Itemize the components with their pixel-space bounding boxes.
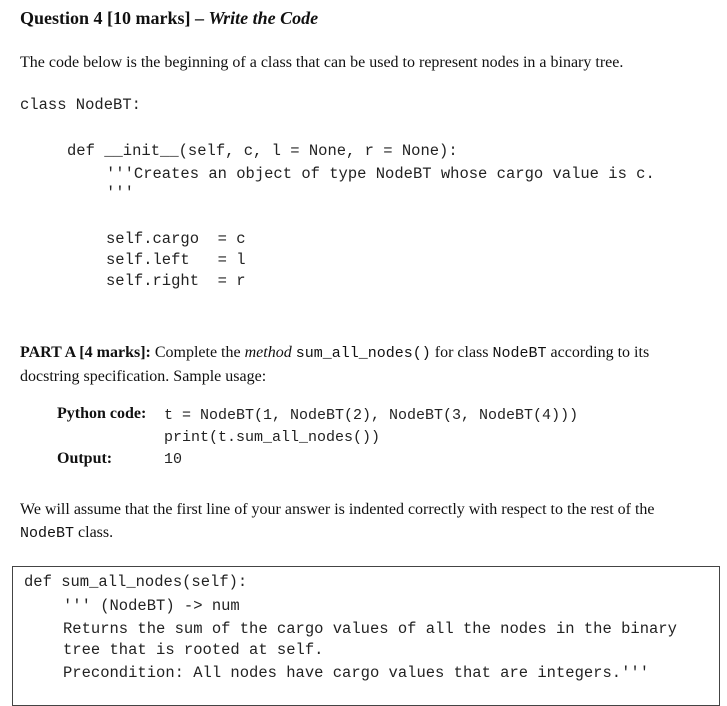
class-declaration: class NodeBT: [20,96,141,114]
answer-precondition: Precondition: All nodes have cargo values that are integers.''' [63,664,649,682]
assign-right: self.right = r [106,272,246,290]
assumption-paragraph [20,498,700,545]
part-a-text-2: for class [430,344,493,361]
answer-docstring-desc-2: tree that is rooted at self. [63,641,324,659]
question-title-bold: Question 4 [10 marks] – [20,8,209,28]
part-a-paragraph [20,341,700,388]
question-intro: The code below is the beginning of a class that can be used to represent nodes in a binary tree. [20,54,624,71]
answer-def-line: def sum_all_nodes(self): [24,573,248,591]
init-docstring-close: ''' [106,184,134,202]
init-signature: def __init__(self, c, l = None, r = None): [67,142,458,160]
question-title-italic: Write the Code [208,8,319,28]
method-word: method [244,344,292,361]
output-value: 10 [164,451,183,468]
python-code-label: Python code: [57,405,147,422]
answer-docstring-type: ''' (NodeBT) -> num [63,597,240,615]
part-a-text-3: according to its docstring specification. Sample usage: [20,344,650,385]
assumption-text-2: class. [74,524,114,541]
assumption-text: We will assume that the first line of your answer is indented correctly with respect to the rest of the [20,501,655,518]
answer-docstring-desc: Returns the sum of the cargo values of all the nodes in the binary [63,620,677,638]
output-label: Output: [57,450,113,467]
part-a-text: Complete the [150,344,245,361]
init-docstring: '''Creates an object of type NodeBT whose cargo value is c. [106,165,655,183]
assign-cargo: self.cargo = c [106,230,246,248]
assumption-class-name: NodeBT [20,525,75,542]
assign-left: self.left = l [106,251,246,269]
question-title [20,8,318,29]
part-a-label: PART A [4 marks]: [20,344,151,361]
method-name: sum_all_nodes() [295,345,431,362]
sample-code-line-2: print(t.sum_all_nodes()) [164,429,381,446]
class-name: NodeBT [492,345,547,362]
sample-code-line-1: t = NodeBT(1, NodeBT(2), NodeBT(3, NodeBT(4))) [164,407,579,424]
